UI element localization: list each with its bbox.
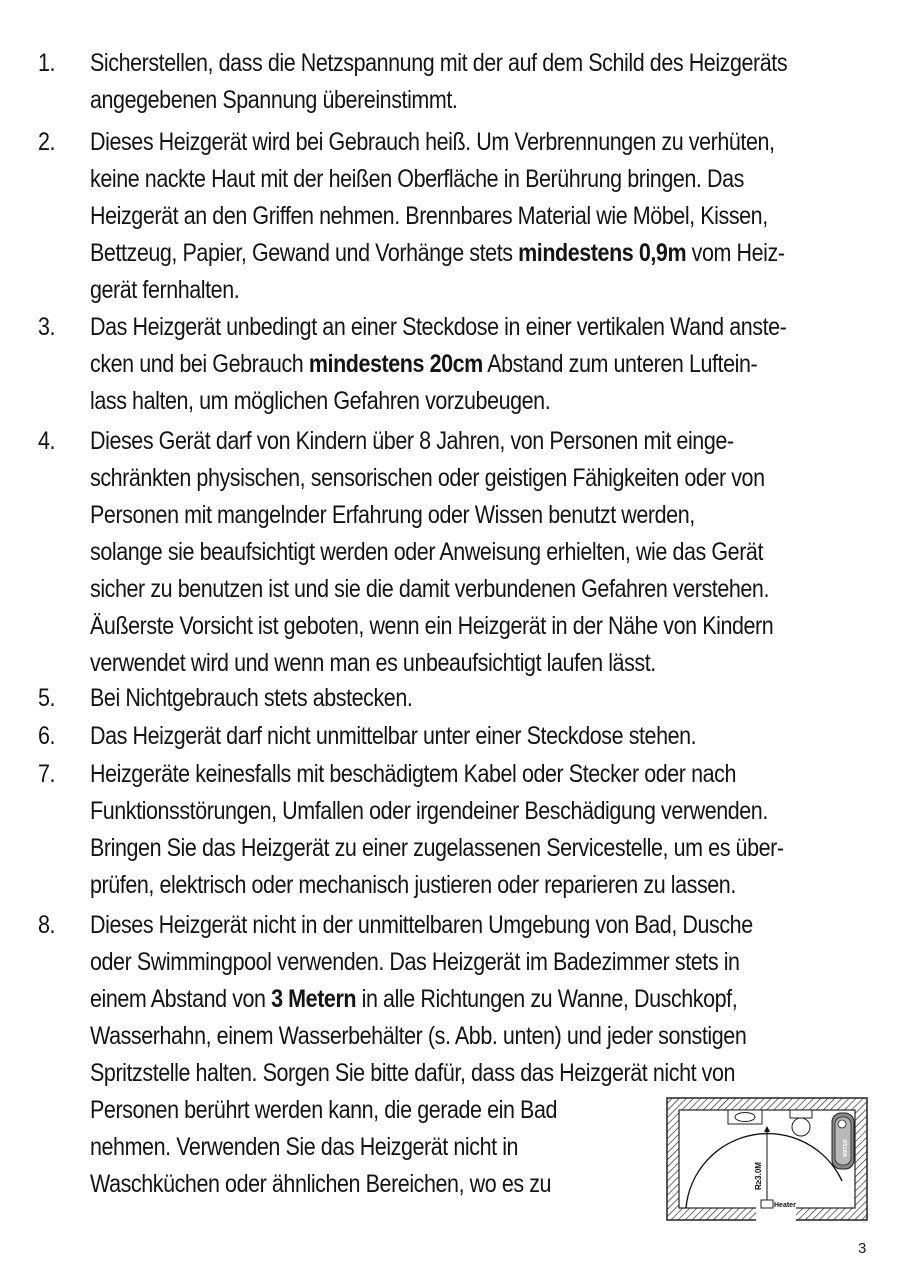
text-segment: Heizgerät an den Griffen nehmen. Brennbares Material wie Möbel, Kissen, — [90, 202, 768, 230]
list-item-text — [90, 756, 864, 904]
text-line — [90, 497, 864, 534]
text-segment: in alle Richtungen zu Wanne, Duschkopf, — [356, 985, 738, 1013]
list-item-number: 1. — [38, 49, 56, 77]
list-item-number: 5. — [38, 684, 56, 712]
list-item-text — [90, 309, 864, 420]
text-segment: Wasserhahn, einem Wasserbehälter (s. Abb. unten) und jeder sonstigen — [90, 1022, 747, 1050]
water-label: WATER — [843, 1139, 849, 1157]
text-segment: Dieses Heizgerät nicht in der unmittelbaren Umgebung von Bad, Dusche — [90, 911, 753, 939]
text-segment: Äußerste Vorsicht ist geboten, wenn ein Heizgerät in der Nähe von Kindern — [90, 612, 774, 640]
text-line — [90, 45, 864, 82]
list-item-text — [90, 45, 864, 119]
text-segment: Heizgeräte keinesfalls mit beschädigtem Kabel oder Stecker oder nach — [90, 760, 736, 788]
text-line — [90, 867, 864, 904]
text-segment: cken und bei Gebrauch — [90, 350, 309, 378]
heater-icon — [761, 1200, 773, 1208]
text-line — [90, 161, 864, 198]
text-segment: nehmen. Verwenden Sie das Heizgerät nicht in — [90, 1133, 519, 1161]
text-segment: prüfen, elektrisch oder mechanisch justieren oder reparieren zu lassen. — [90, 871, 736, 899]
text-segment: lass halten, um möglichen Gefahren vorzubeugen. — [90, 387, 551, 415]
emphasized-text: mindestens 0,9m — [518, 239, 687, 267]
text-line — [90, 907, 864, 944]
text-line — [90, 718, 864, 755]
sink-icon — [728, 1110, 762, 1124]
text-segment: Das Heizgerät unbedingt an einer Steckdose in einer vertikalen Wand anste- — [90, 313, 787, 341]
text-line — [90, 82, 864, 119]
text-segment: Personen berührt werden kann, die gerade ein Bad — [90, 1096, 558, 1124]
text-segment: Waschküchen oder ähnlichen Bereichen, wo es zu — [90, 1170, 552, 1198]
text-segment: verwendet wird und wenn man es unbeaufsichtigt laufen lässt. — [90, 649, 656, 677]
list-item-text — [90, 680, 864, 717]
text-segment: Dieses Heizgerät wird bei Gebrauch heiß. Um Verbrennungen zu verhüten, — [90, 128, 775, 156]
text-line — [90, 1055, 864, 1092]
list-item-number: 6. — [38, 722, 56, 750]
text-segment: gerät fernhalten. — [90, 276, 240, 304]
text-line — [90, 534, 864, 571]
text-line — [90, 830, 864, 867]
text-segment: keine nackte Haut mit der heißen Oberfläche in Berührung bringen. Das — [90, 165, 744, 193]
text-segment: Bringen Sie das Heizgerät zu einer zugelassenen Servicestelle, um es über- — [90, 834, 784, 862]
text-segment: Funktionsstörungen, Umfallen oder irgendeiner Beschädigung verwenden. — [90, 797, 768, 825]
text-line — [90, 571, 864, 608]
text-segment: Bettzeug, Papier, Gewand und Vorhänge stets — [90, 239, 519, 267]
emphasized-text: 3 Metern — [271, 985, 357, 1013]
bathroom-distance-diagram — [666, 1097, 868, 1221]
text-line — [90, 608, 864, 645]
list-item-number: 8. — [38, 911, 56, 939]
text-line — [90, 235, 864, 272]
heater-label: Heater — [774, 1202, 796, 1209]
text-segment: Personen mit mangelnder Erfahrung oder Wissen benutzt werden, — [90, 501, 695, 529]
text-segment: vom Heiz- — [686, 239, 785, 267]
text-line — [90, 124, 864, 161]
list-item-number: 7. — [38, 760, 56, 788]
text-line — [90, 460, 864, 497]
text-line — [90, 680, 864, 717]
text-segment: solange sie beaufsichtigt werden oder Anweisung erhielten, wie das Gerät — [90, 538, 764, 566]
text-segment: sicher zu benutzen ist und sie die damit verbundenen Gefahren verstehen. — [90, 575, 769, 603]
text-segment: Das Heizgerät darf nicht unmittelbar unter einer Steckdose stehen. — [90, 722, 697, 750]
text-segment: Dieses Gerät darf von Kindern über 8 Jahren, von Personen mit einge- — [90, 427, 734, 455]
page-number: 3 — [858, 1240, 867, 1257]
list-item-number: 2. — [38, 128, 56, 156]
emphasized-text: mindestens 20cm — [308, 350, 483, 378]
list-item-text — [90, 718, 864, 755]
text-segment: angegebenen Spannung übereinstimmt. — [90, 86, 458, 114]
list-item-text — [90, 423, 864, 682]
text-segment: Bei Nichtgebrauch stets abstecken. — [90, 684, 413, 712]
list-item-number: 4. — [38, 427, 56, 455]
text-line — [90, 383, 864, 420]
toilet-icon — [790, 1110, 812, 1136]
text-line — [90, 198, 864, 235]
text-line — [90, 423, 864, 460]
text-segment: Sicherstellen, dass die Netzspannung mit der auf dem Schild des Heizgeräts — [90, 49, 788, 77]
text-segment: Abstand zum unteren Luftein- — [482, 350, 758, 378]
text-line — [90, 645, 864, 682]
text-segment: Spritzstelle halten. Sorgen Sie bitte dafür, dass das Heizgerät nicht von — [90, 1059, 736, 1087]
text-line — [90, 346, 864, 383]
text-line — [90, 944, 864, 981]
text-line — [90, 1018, 864, 1055]
door-opening — [756, 1207, 796, 1221]
text-line — [90, 981, 864, 1018]
text-segment: einem Abstand von — [90, 985, 272, 1013]
text-segment: oder Swimmingpool verwenden. Das Heizgerät im Badezimmer stets in — [90, 948, 740, 976]
list-item-number: 3. — [38, 313, 56, 341]
text-line — [90, 272, 864, 309]
text-segment: schränkten physischen, sensorischen oder geistigen Fähigkeiten oder von — [90, 464, 765, 492]
text-line — [90, 309, 864, 346]
text-line — [90, 793, 864, 830]
radius-label: R≥3.0M — [754, 1162, 763, 1190]
list-item-text — [90, 124, 864, 309]
text-line — [90, 756, 864, 793]
